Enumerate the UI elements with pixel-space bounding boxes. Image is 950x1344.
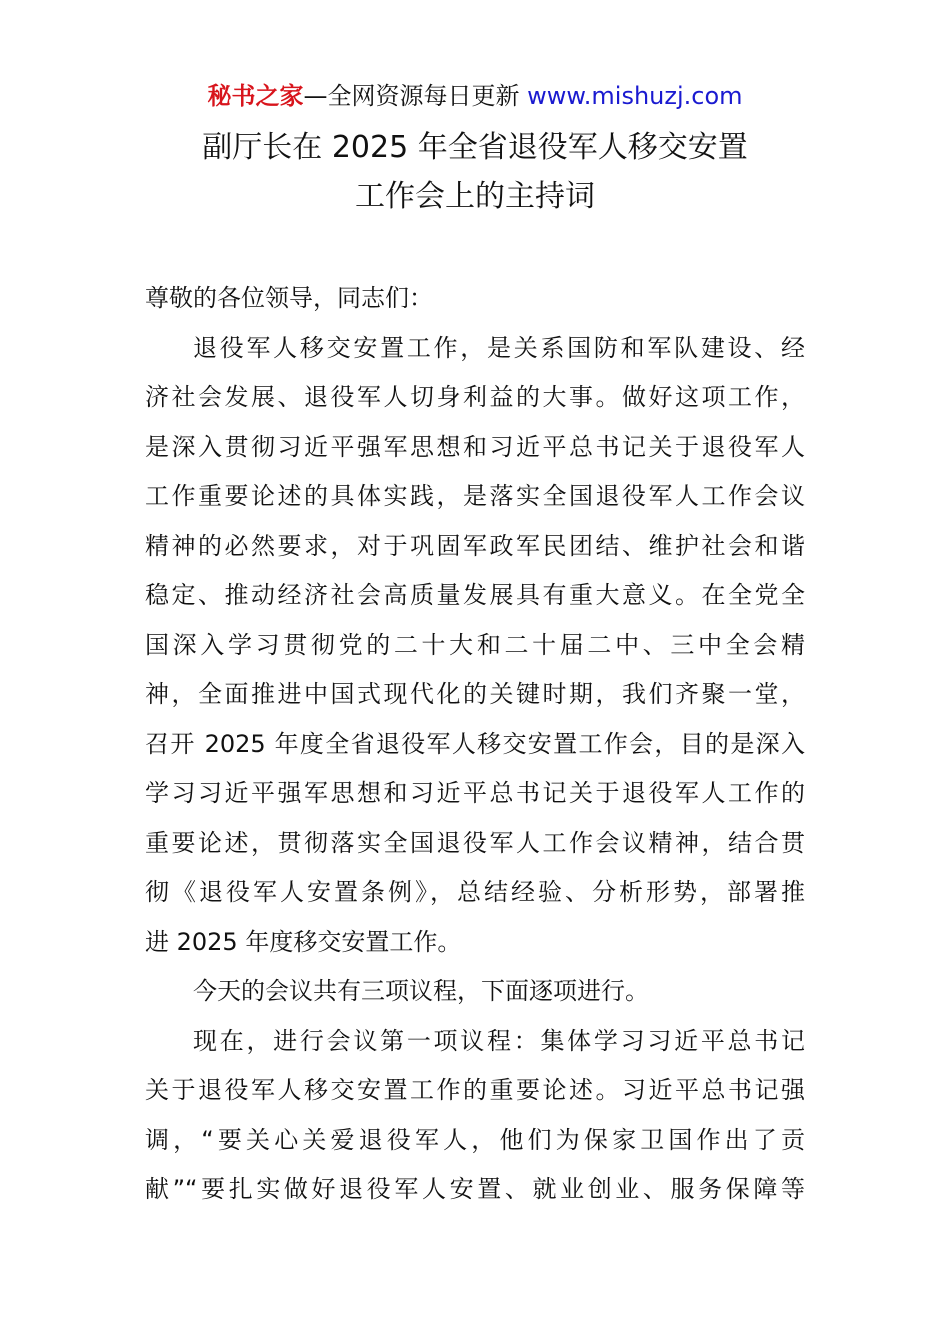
header-tagline: —全网资源每日更新	[303, 82, 520, 110]
body-line: 献”“要扎实做好退役军人安置、就业创业、服务保障等	[145, 1175, 805, 1203]
document-body	[145, 274, 805, 1215]
body-line: 现在，进行会议第一项议程：集体学习习近平总书记	[193, 1026, 805, 1055]
body-line: 重要论述，贯彻落实全国退役军人工作会议精神，结合贯	[145, 828, 805, 857]
salutation: 尊敬的各位领导，同志们：	[145, 284, 433, 312]
document-title-line-1: 副厅长在 2025 年全省退役军人移交安置	[202, 130, 748, 165]
site-url[interactable]: www.mishuzj.com	[527, 82, 743, 110]
body-line: 今天的会议共有三项议程，下面逐项进行。	[193, 977, 649, 1005]
body-line: 退役军人移交安置工作，是关系国防和军队建设、经	[193, 333, 805, 362]
body-line: 进 2025 年度移交安置工作。	[145, 927, 462, 956]
body-line: 是深入贯彻习近平强军思想和习近平总书记关于退役军人	[145, 432, 805, 461]
body-line: 神，全面推进中国式现代化的关键时期，我们齐聚一堂，	[145, 680, 805, 708]
body-line: 稳定、推动经济社会高质量发展具有重大意义。在全党全	[145, 581, 805, 609]
body-line: 彻《退役军人安置条例》，总结经验、分析形势，部署推	[145, 878, 805, 906]
body-line: 学习习近平强军思想和习近平总书记关于退役军人工作的	[145, 779, 805, 807]
body-line: 精神的必然要求，对于巩固军政军民团结、维护社会和谐	[145, 531, 805, 560]
body-line: 工作重要论述的具体实践，是落实全国退役军人工作会议	[145, 482, 805, 510]
brand-name: 秘书之家	[207, 82, 304, 110]
body-line: 国深入学习贯彻党的二十大和二十届二中、三中全会精	[145, 630, 805, 659]
document-title-line-2: 工作会上的主持词	[355, 179, 595, 214]
body-line: 调，“要关心关爱退役军人，他们为保家卫国作出了贡	[145, 1125, 805, 1154]
site-header	[0, 80, 950, 112]
body-line: 关于退役军人移交安置工作的重要论述。习近平总书记强	[145, 1076, 805, 1104]
body-line: 召开 2025 年度全省退役军人移交安置工作会，目的是深入	[145, 729, 805, 758]
body-line: 济社会发展、退役军人切身利益的大事。做好这项工作，	[145, 383, 805, 411]
